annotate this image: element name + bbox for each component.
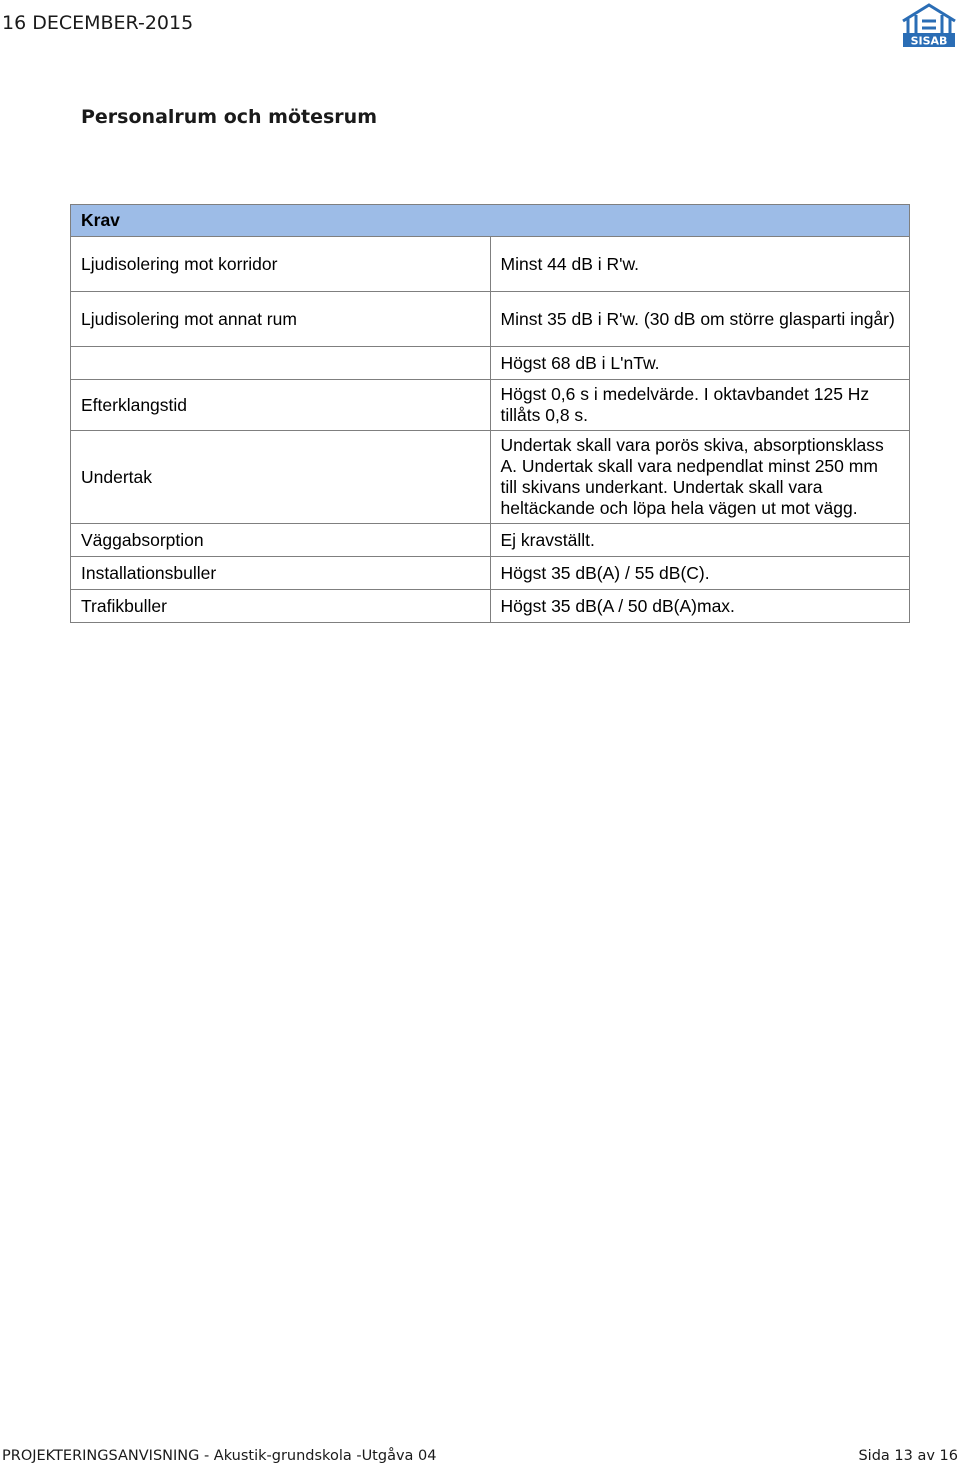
row-label: Undertak — [71, 431, 491, 524]
row-value: Undertak skall vara porös skiva, absorptionsklass A. Undertak skall vara nedpendlat minst 250 mm till skivans underkant. Undertak skall vara heltäckande och löpa hela vägen ut mot vägg. — [490, 431, 910, 524]
sisab-logo-icon — [900, 1, 958, 48]
table-row — [71, 557, 910, 590]
sisab-logo — [900, 1, 958, 48]
row-value: Högst 68 dB i L'nTw. — [490, 347, 910, 380]
row-label — [71, 347, 491, 380]
row-label: Efterklangstid — [71, 380, 491, 431]
table-row — [71, 347, 910, 380]
header-date: 16 DECEMBER-2015 — [2, 12, 194, 34]
table-row — [71, 590, 910, 623]
row-label: Installationsbuller — [71, 557, 491, 590]
table-row — [71, 292, 910, 347]
row-label: Väggabsorption — [71, 524, 491, 557]
row-label: Ljudisolering mot annat rum — [71, 292, 491, 347]
table-row — [71, 524, 910, 557]
table-header-row — [71, 205, 910, 237]
logo-text: SISAB — [910, 34, 948, 48]
table-row — [71, 431, 910, 524]
footer-page-number: Sida 13 av 16 — [858, 1448, 958, 1464]
row-value: Ej kravställt. — [490, 524, 910, 557]
section-title: Personalrum och mötesrum — [81, 106, 377, 128]
table-row — [71, 237, 910, 292]
row-value: Minst 35 dB i R'w. (30 dB om större glasparti ingår) — [490, 292, 910, 347]
requirements-table — [70, 204, 910, 623]
row-label: Ljudisolering mot korridor — [71, 237, 491, 292]
row-value: Högst 35 dB(A / 50 dB(A)max. — [490, 590, 910, 623]
footer-document-name: PROJEKTERINGSANVISNING - Akustik-grundskola -Utgåva 04 — [2, 1448, 437, 1464]
table-header: Krav — [71, 205, 910, 237]
row-value: Minst 44 dB i R'w. — [490, 237, 910, 292]
row-value: Högst 0,6 s i medelvärde. I oktavbandet 125 Hz tillåts 0,8 s. — [490, 380, 910, 431]
row-value: Högst 35 dB(A) / 55 dB(C). — [490, 557, 910, 590]
row-label: Trafikbuller — [71, 590, 491, 623]
table-row — [71, 380, 910, 431]
